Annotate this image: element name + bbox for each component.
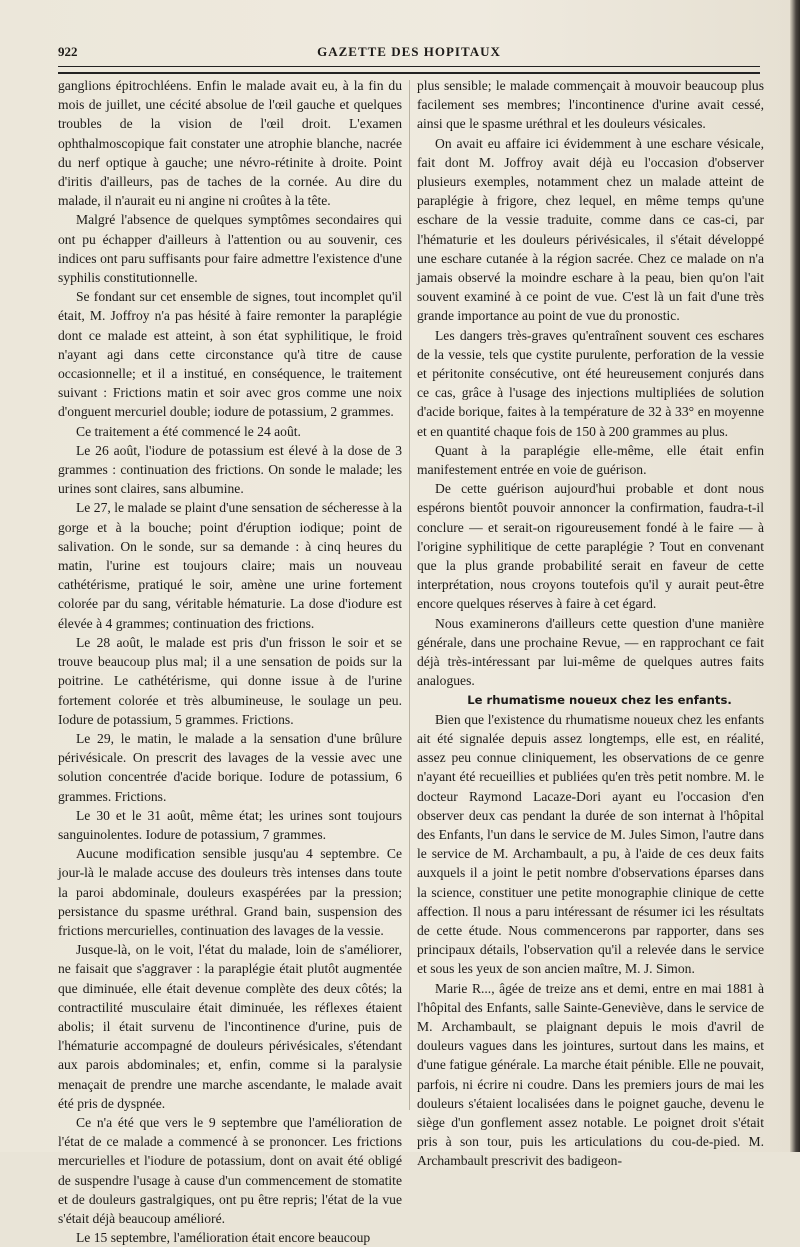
paragraph: Le 27, le malade se plaint d'une sensation de sécheresse à la gorge et à la bouche; point d'éruption iodique; point de salivation. On le sonde, sur sa demande : à cinq heures du matin, l'urine est toujours claire; mais un nouveau cathétérisme, pratiqué le soir, amène une urine fortement colorée par du sang, véritable hématurie. La dose d'iodure est élevée à 4 grammes; continuation des frictions. <box>58 500 402 631</box>
page-number: 922 <box>58 44 78 59</box>
paragraph: Aucune modification sensible jusqu'au 4 septembre. Ce jour-là le malade accuse des douleurs très intenses dans toute la paroi abdominale, douleurs exaspérées par la pression; persistance du spasme uréthral. Grand bain, suspension des frictions mercurielles, continuation des lavages de la vessie. <box>58 846 402 938</box>
paragraph: Ce n'a été que vers le 9 septembre que l'amélioration de l'état de ce malade a commencé à se prononcer. Les frictions mercurielles et l'iodure de potassium, dont on avait été obligé de suspendre l'usage à cause d'un commencement de stomatite et de douleurs gastralgiques, ont pu être repris; l'état de la vue s'était déjà beaucoup amélioré. <box>58 1114 402 1226</box>
paragraph: Jusque-là, on le voit, l'état du malade, loin de s'améliorer, ne faisait que s'aggraver : la paraplégie était plutôt augmentée que diminuée, elle était devenue complète des deux côtés; la contractilité musculaire était diminuée, les réflexes étaient abolis; il était survenu de l'incontinence d'urine, puis de l'hématurie accompagné de douleurs périvésicales, s'étendant aux parois abdominales; et, enfin, comme si la paralysie menaçait de prendre une marche ascendante, le malade avait été pris de dyspnée. <box>58 942 402 1111</box>
paragraph: Nous examinerons d'ailleurs cette question d'une manière générale, dans une prochaine Revue, — en rapprochant ce fait déjà très-intéressant par lui-même de quelques autres faits analogues. <box>417 615 764 689</box>
paragraph: Malgré l'absence de quelques symptômes secondaires qui ont pu échapper d'ailleurs à l'attention ou au souvenir, ces indices ont paru suffisants pour faire admettre l'existence d'une syphilis constitutionnelle. <box>58 212 402 286</box>
paragraph: plus sensible; le malade commençait à mouvoir beaucoup plus facilement ses membres; l'incontinence d'urine avait cessé, ainsi que le spasme uréthral et les douleurs vésicales. <box>417 78 764 132</box>
journal-title: GAZETTE DES HOPITAUX <box>317 44 501 59</box>
paragraph: Le 28 août, le malade est pris d'un frisson le soir et se trouve beaucoup plus mal; il a une sensation de poids sur la poitrine. Le cathétérisme, qui donne issue à de l'urine fortement colorée et très albumineuse, le soulage un peu. Iodure de potassium, 5 grammes. Frictions. <box>58 634 402 727</box>
paragraph: Le 29, le matin, le malade a la sensation d'une brûlure périvésicale. On prescrit des lavages de la vessie avec une solution concentrée d'acide borique. Iodure de potassium, 6 grammes. Frictions. <box>58 730 402 804</box>
header-rule <box>58 66 760 74</box>
page-edge-shadow <box>790 0 800 1152</box>
right-column <box>417 76 764 1171</box>
paragraph: Se fondant sur cet ensemble de signes, tout incomplet qu'il était, M. Joffroy n'a pas hésité à faire remonter la paraplégie dont ce malade est atteint, à son état syphilitique, le froid n'ayant agi dans cette circonstance qu'à titre de cause occasionnelle; et il a institué, en conséquence, le traitement suivant : Frictions matin et soir avec gros comme une noix d'onguent mercuriel double; iodure de potassium, 2 grammes. <box>58 289 402 420</box>
paragraph: ganglions épitrochléens. Enfin le malade avait eu, à la fin du mois de juillet, une cécité absolue de l'œil gauche et quelques troubles de la vision de l'œil droit. L'examen ophthalmoscopique fait constater une atrophie blanche, nacrée du nerf optique à gauche; une névro-rétinite à droite. Point d'iritis d'ailleurs, pas de taches de la cornée. Au dire du malade, il n'aurait eu ni angine ni croûtes à la tête. <box>58 78 402 209</box>
article-text <box>417 710 764 1171</box>
paragraph: Ce traitement a été commencé le 24 août. <box>76 423 301 439</box>
left-column <box>58 76 402 1247</box>
paragraph: Marie R..., âgée de treize ans et demi, entre en mai 1881 à l'hôpital des Enfants, salle Sainte-Geneviève, dans le service de M. Archambault, se plaignant depuis le mois d'avril de douleurs vagues dans les jointures, surtout dans les mains, et d'une fatigue générale. La marche était pénible. Elle ne pouvait, parfois, ni écrire ni coudre. Dans les premiers jours de mai les douleurs s'étaient localisées dans le poignet gauche, devenu le siège d'un gonflement assez notable. Le poignet droit s'était pris à son tour, puis les articulations du cou-de-pied. M. Archambault prescrivit des badigeon- <box>417 980 764 1169</box>
paragraph: On avait eu affaire ici évidemment à une eschare vésicale, fait dont M. Joffroy avait déjà eu l'occasion d'observer plusieurs exemples, notamment chez un malade atteint de paraplégie à frigore, chez lequel, en même temps qu'une eschare de la vessie traduite, comme dans ce cas-ci, par l'hématurie et les douleurs périvésicales, il s'était développé une eschare cutanée à la région sacrée. Chez ce malade on n'a jamais observé la moindre eschare à la peau, bien qu'on l'ait souvent examiné à ce point de vue. C'est là un fait d'une très grande importance au point de vue du pronostic. <box>417 135 764 324</box>
paragraph: Le 15 septembre, l'amélioration était encore beaucoup <box>76 1230 371 1246</box>
section-title: Le rhumatisme noueux chez les enfants. <box>467 692 732 707</box>
paragraph: De cette guérison aujourd'hui probable et dont nous espérons bientôt pouvoir annoncer la confirmation, faudra-t-il conclure — et serait-on rigoureusement fondé à le faire — à l'origine syphilitique de cette paraplégie ? Tout en convenant que la plus grande probabilité serait en faveur de cette interprétation, nous croyons toutefois qu'il y aurait peut-être encore quelques réserves à faire à cet égard. <box>417 481 764 612</box>
page-header <box>58 42 760 64</box>
paragraph: Le 26 août, l'iodure de potassium est élevé à la dose de 3 grammes : continuation des frictions. On sonde le malade; les urines sont claires, sans albumine. <box>58 442 402 497</box>
paragraph: Le 30 et le 31 août, même état; les urines sont toujours sanguinolentes. Iodure de potassium, 7 grammes. <box>58 807 402 842</box>
paragraph: Bien que l'existence du rhumatisme noueux chez les enfants ait été signalée depuis assez longtemps, elle est, en réalité, assez peu connue cliniquement, les observations de ce genre n'ayant été recueillies et publiées qu'en très petit nombre. M. le docteur Raymond Lacaze-Dori ayant eu l'occasion d'en observer deux cas pendant la durée de son internat à l'hôpital des Enfants, l'un dans le service de M. Jules Simon, l'autre dans le service de M. Archambault, a pu, à l'aide de ces deux faits auxquels il a joint le petit nombre d'observations éparses dans la science, constituer une petite monographie clinique de cette affection. Il nous a paru intéressant de résumer ici les résultats de cette étude. Nous commencerons par rapporter, dans ses principaux détails, l'observation qu'il a relevée dans le service et sous les yeux de son ancien maître, M. J. Simon. <box>417 711 764 977</box>
column-divider <box>409 80 410 1110</box>
right-column-text <box>417 76 764 691</box>
paragraph: Les dangers très-graves qu'entraînent souvent ces eschares de la vessie, tels que cystite purulente, perforation de la vessie et péritonite consécutive, ont été heureusement conjurés dans ce cas, grâce à l'usage des injections multipliées de solution d'acide borique, faites à la température de 32 à 33° en moyenne et en quantité chaque fois de 150 à 200 grammes au plus. <box>417 327 764 439</box>
paragraph: Quant à la paraplégie elle-même, elle était enfin manifestement entrée en voie de guérison. <box>417 442 764 478</box>
